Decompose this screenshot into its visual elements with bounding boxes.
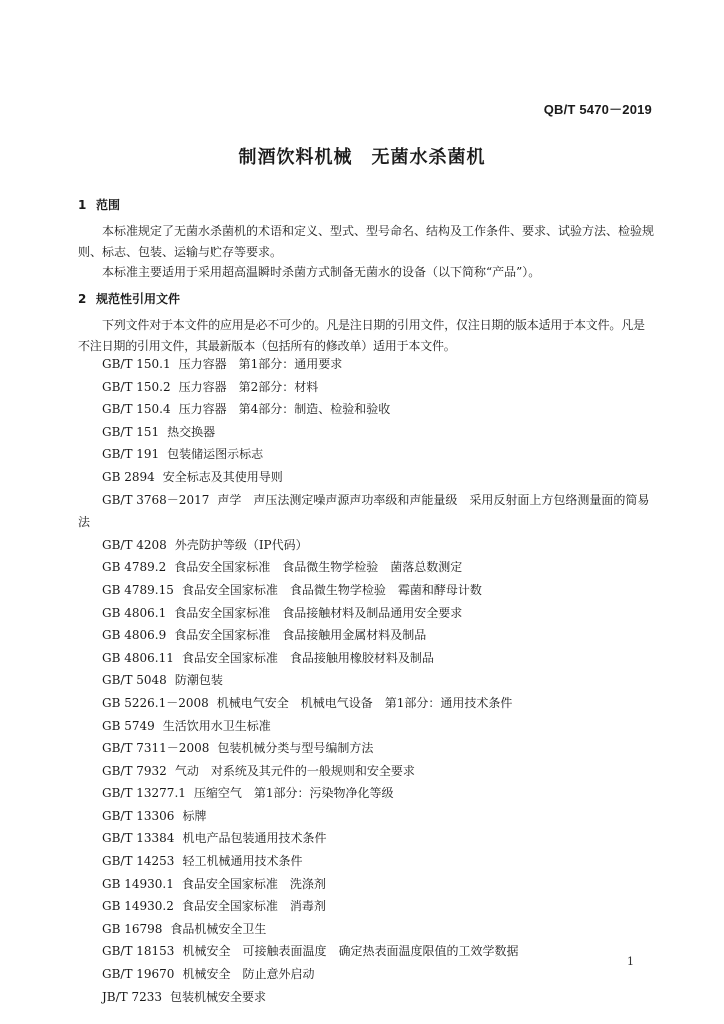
reference-item xyxy=(78,421,658,444)
reference-item xyxy=(78,918,658,941)
reference-title: 压力容器 第4部分：制造、检验和验收 xyxy=(178,402,391,417)
reference-code: GB/T 7932 xyxy=(102,763,167,778)
scope-paragraph-2: 本标准主要适用于采用超高温瞬时杀菌方式制备无菌水的设备（以下简称“产品”）。 xyxy=(102,265,541,279)
reference-title: 压力容器 第2部分：材料 xyxy=(178,379,319,394)
reference-title: 热交换器 xyxy=(167,424,216,439)
reference-code: GB/T 151 xyxy=(102,424,160,439)
reference-item xyxy=(78,850,658,873)
reference-item xyxy=(78,353,658,376)
section-number: 1 xyxy=(78,198,87,212)
reference-item xyxy=(78,556,658,579)
reference-item xyxy=(78,466,658,489)
reference-code: GB/T 13384 xyxy=(102,831,175,846)
reference-code: GB 4806.11 xyxy=(102,650,174,665)
reference-code: GB 14930.2 xyxy=(102,899,174,914)
reference-title: 气动 对系统及其元件的一般规则和安全要求 xyxy=(174,763,415,778)
references-intro-paragraph: 下列文件对于本文件的应用是必不可少的。凡是注日期的引用文件，仅注日期的版本适用于本文件。凡是不注日期的引用文件，其最新版本（包括所有的修改单）适用于本文件。 xyxy=(78,318,645,353)
reference-code: GB/T 150.2 xyxy=(102,379,171,394)
reference-item xyxy=(78,873,658,896)
reference-title: 机械安全 防止意外启动 xyxy=(182,967,315,982)
reference-code: GB 2894 xyxy=(102,469,155,484)
reference-title: 压缩空气 第1部分：污染物净化等级 xyxy=(193,786,394,801)
reference-title: 食品安全国家标准 食品微生物学检验 菌落总数测定 xyxy=(174,560,463,575)
reference-title: 食品安全国家标准 食品微生物学检验 霉菌和酵母计数 xyxy=(181,582,482,597)
reference-item xyxy=(78,669,658,692)
reference-code: GB/T 18153 xyxy=(102,944,175,959)
reference-title: 机械安全 可接触表面温度 确定热表面温度限值的工效学数据 xyxy=(182,944,519,959)
reference-title: 食品安全国家标准 消毒剂 xyxy=(181,899,326,914)
reference-item xyxy=(78,534,658,557)
reference-code: GB/T 13306 xyxy=(102,808,175,823)
reference-item xyxy=(78,624,658,647)
reference-code: GB/T 150.1 xyxy=(102,357,171,371)
reference-title: 机械电气安全 机械电气设备 第1部分：通用技术条件 xyxy=(216,695,513,710)
reference-code: GB/T 7311－2008 xyxy=(102,741,210,756)
reference-code: GB/T 3768－2017 xyxy=(102,492,210,507)
reference-title: 压力容器 第1部分：通用要求 xyxy=(178,357,343,371)
reference-item xyxy=(78,647,658,670)
reference-code: GB 5749 xyxy=(102,718,155,733)
reference-title: 标牌 xyxy=(182,808,207,823)
reference-code: GB 14930.1 xyxy=(102,876,174,891)
reference-code: GB/T 4208 xyxy=(102,537,167,552)
reference-item xyxy=(78,376,658,399)
reference-item xyxy=(78,940,658,963)
reference-title: 包装机械分类与型号编制方法 xyxy=(217,741,374,756)
reference-item xyxy=(78,398,658,421)
reference-item xyxy=(78,489,658,534)
reference-item xyxy=(78,443,658,466)
reference-title: 包装储运图示标志 xyxy=(167,447,264,462)
reference-list xyxy=(78,353,658,1008)
reference-title: 食品安全国家标准 洗涤剂 xyxy=(181,876,326,891)
reference-code: GB/T 14253 xyxy=(102,854,175,869)
reference-title: 食品安全国家标准 食品接触材料及制品通用安全要求 xyxy=(174,605,463,620)
reference-item xyxy=(78,737,658,760)
reference-item xyxy=(78,963,658,986)
section-title: 规范性引用文件 xyxy=(96,292,181,306)
section-title: 范围 xyxy=(96,198,121,212)
scope-paragraph-1: 本标准规定了无菌水杀菌机的术语和定义、型式、型号命名、结构及工作条件、要求、试验方法、检验规则、标志、包装、运输与贮存等要求。 xyxy=(78,224,655,259)
document-title: 制酒饮料机械 无菌水杀菌机 xyxy=(238,147,486,168)
reference-title: 外壳防护等级（IP代码） xyxy=(174,537,308,552)
reference-title: 食品机械安全卫生 xyxy=(170,921,267,936)
reference-code: GB 4789.15 xyxy=(102,582,174,597)
reference-item xyxy=(78,805,658,828)
reference-item xyxy=(78,760,658,783)
reference-code: GB/T 191 xyxy=(102,447,160,462)
reference-item xyxy=(78,986,658,1009)
reference-item xyxy=(78,895,658,918)
reference-code: GB/T 5048 xyxy=(102,673,167,688)
section-number: 2 xyxy=(78,292,87,306)
reference-title: 机电产品包装通用技术条件 xyxy=(182,831,327,846)
reference-title: 食品安全国家标准 食品接触用橡胶材料及制品 xyxy=(181,650,434,665)
reference-item xyxy=(78,692,658,715)
reference-code: GB 4806.1 xyxy=(102,605,167,620)
reference-title: 食品安全国家标准 食品接触用金属材料及制品 xyxy=(174,628,427,643)
reference-item xyxy=(78,602,658,625)
reference-item xyxy=(78,827,658,850)
reference-title: 防潮包装 xyxy=(174,673,223,688)
reference-code: GB 4806.9 xyxy=(102,628,167,643)
standard-code: QB/T 5470－2019 xyxy=(543,102,652,117)
reference-item xyxy=(78,782,658,805)
reference-item xyxy=(78,579,658,602)
reference-code: GB 5226.1－2008 xyxy=(102,695,209,710)
reference-code: JB/T 7233 xyxy=(102,989,163,1004)
reference-code: GB 4789.2 xyxy=(102,560,167,575)
reference-title: 声学 声压法测定噪声源声功率级和声能量级 采用反射面上方包络测量面的简易法 xyxy=(78,492,650,530)
reference-code: GB 16798 xyxy=(102,921,163,936)
reference-title: 包装机械安全要求 xyxy=(170,989,267,1004)
reference-code: GB/T 19670 xyxy=(102,967,175,982)
reference-title: 生活饮用水卫生标准 xyxy=(162,718,271,733)
reference-item xyxy=(78,715,658,738)
page-number: 1 xyxy=(627,955,634,968)
section-heading-normative-references xyxy=(78,290,180,307)
reference-code: GB/T 13277.1 xyxy=(102,786,186,801)
section-heading-scope xyxy=(78,196,120,213)
reference-title: 轻工机械通用技术条件 xyxy=(182,854,303,869)
reference-title: 安全标志及其使用导则 xyxy=(162,469,283,484)
reference-code: GB/T 150.4 xyxy=(102,402,171,417)
